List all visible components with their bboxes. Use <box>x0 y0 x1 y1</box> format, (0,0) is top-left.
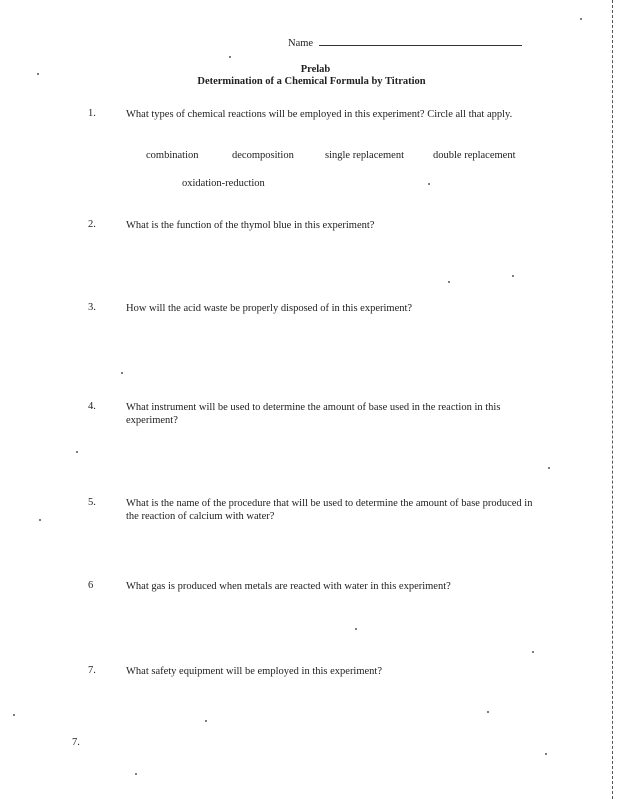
question-number: 5. <box>88 497 96 508</box>
scan-speck <box>548 467 550 469</box>
scan-speck <box>580 18 582 20</box>
scan-edge-line <box>612 0 613 799</box>
question-text: What types of chemical reactions will be employed in this experiment? Circle all that apply. <box>126 109 513 120</box>
question-text: What is the function of the thymol blue in this experiment? <box>126 220 375 231</box>
name-blank-line <box>319 36 522 46</box>
question-text: How will the acid waste be properly disposed of in this experiment? <box>126 303 413 314</box>
question-number: 2. <box>88 219 96 230</box>
question-number: 4. <box>88 401 96 412</box>
scan-speck <box>76 451 78 453</box>
scan-speck <box>428 183 430 185</box>
question-text: What safety equipment will be employed in this experiment? <box>126 666 383 677</box>
page-subtitle: Determination of a Chemical Formula by Titration <box>197 76 426 87</box>
scan-speck <box>532 651 534 653</box>
option-single-replacement: single replacement <box>325 150 405 161</box>
question-text: What instrument will be used to determine the amount of base used in the reaction in this experiment? <box>126 402 501 426</box>
scan-speck <box>512 275 514 277</box>
scan-speck <box>135 773 137 775</box>
scan-speck <box>545 753 547 755</box>
option-double-replacement: double replacement <box>433 150 516 161</box>
page-number: 7. <box>72 737 80 748</box>
scan-speck <box>39 519 41 521</box>
name-label: Name <box>288 38 314 49</box>
scan-speck <box>37 73 39 75</box>
option-decomposition: decomposition <box>232 150 294 161</box>
scan-speck <box>121 372 123 374</box>
option-oxidation-reduction: oxidation-reduction <box>182 178 265 189</box>
question-number: 7. <box>88 665 96 676</box>
scan-speck <box>205 720 207 722</box>
scan-speck <box>355 628 357 630</box>
page-title: Prelab <box>300 64 331 75</box>
name-field <box>288 36 522 49</box>
scan-speck <box>487 711 489 713</box>
question-number: 6 <box>88 580 94 591</box>
question-number: 3. <box>88 302 96 313</box>
scan-speck <box>448 281 450 283</box>
question-number: 1. <box>88 108 96 119</box>
option-combination: combination <box>146 150 199 161</box>
question-text: What is the name of the procedure that will be used to determine the amount of base produced in the reaction of calcium with water? <box>126 498 533 522</box>
scan-speck <box>229 56 231 58</box>
scan-speck <box>13 714 15 716</box>
question-text: What gas is produced when metals are reacted with water in this experiment? <box>126 581 451 592</box>
